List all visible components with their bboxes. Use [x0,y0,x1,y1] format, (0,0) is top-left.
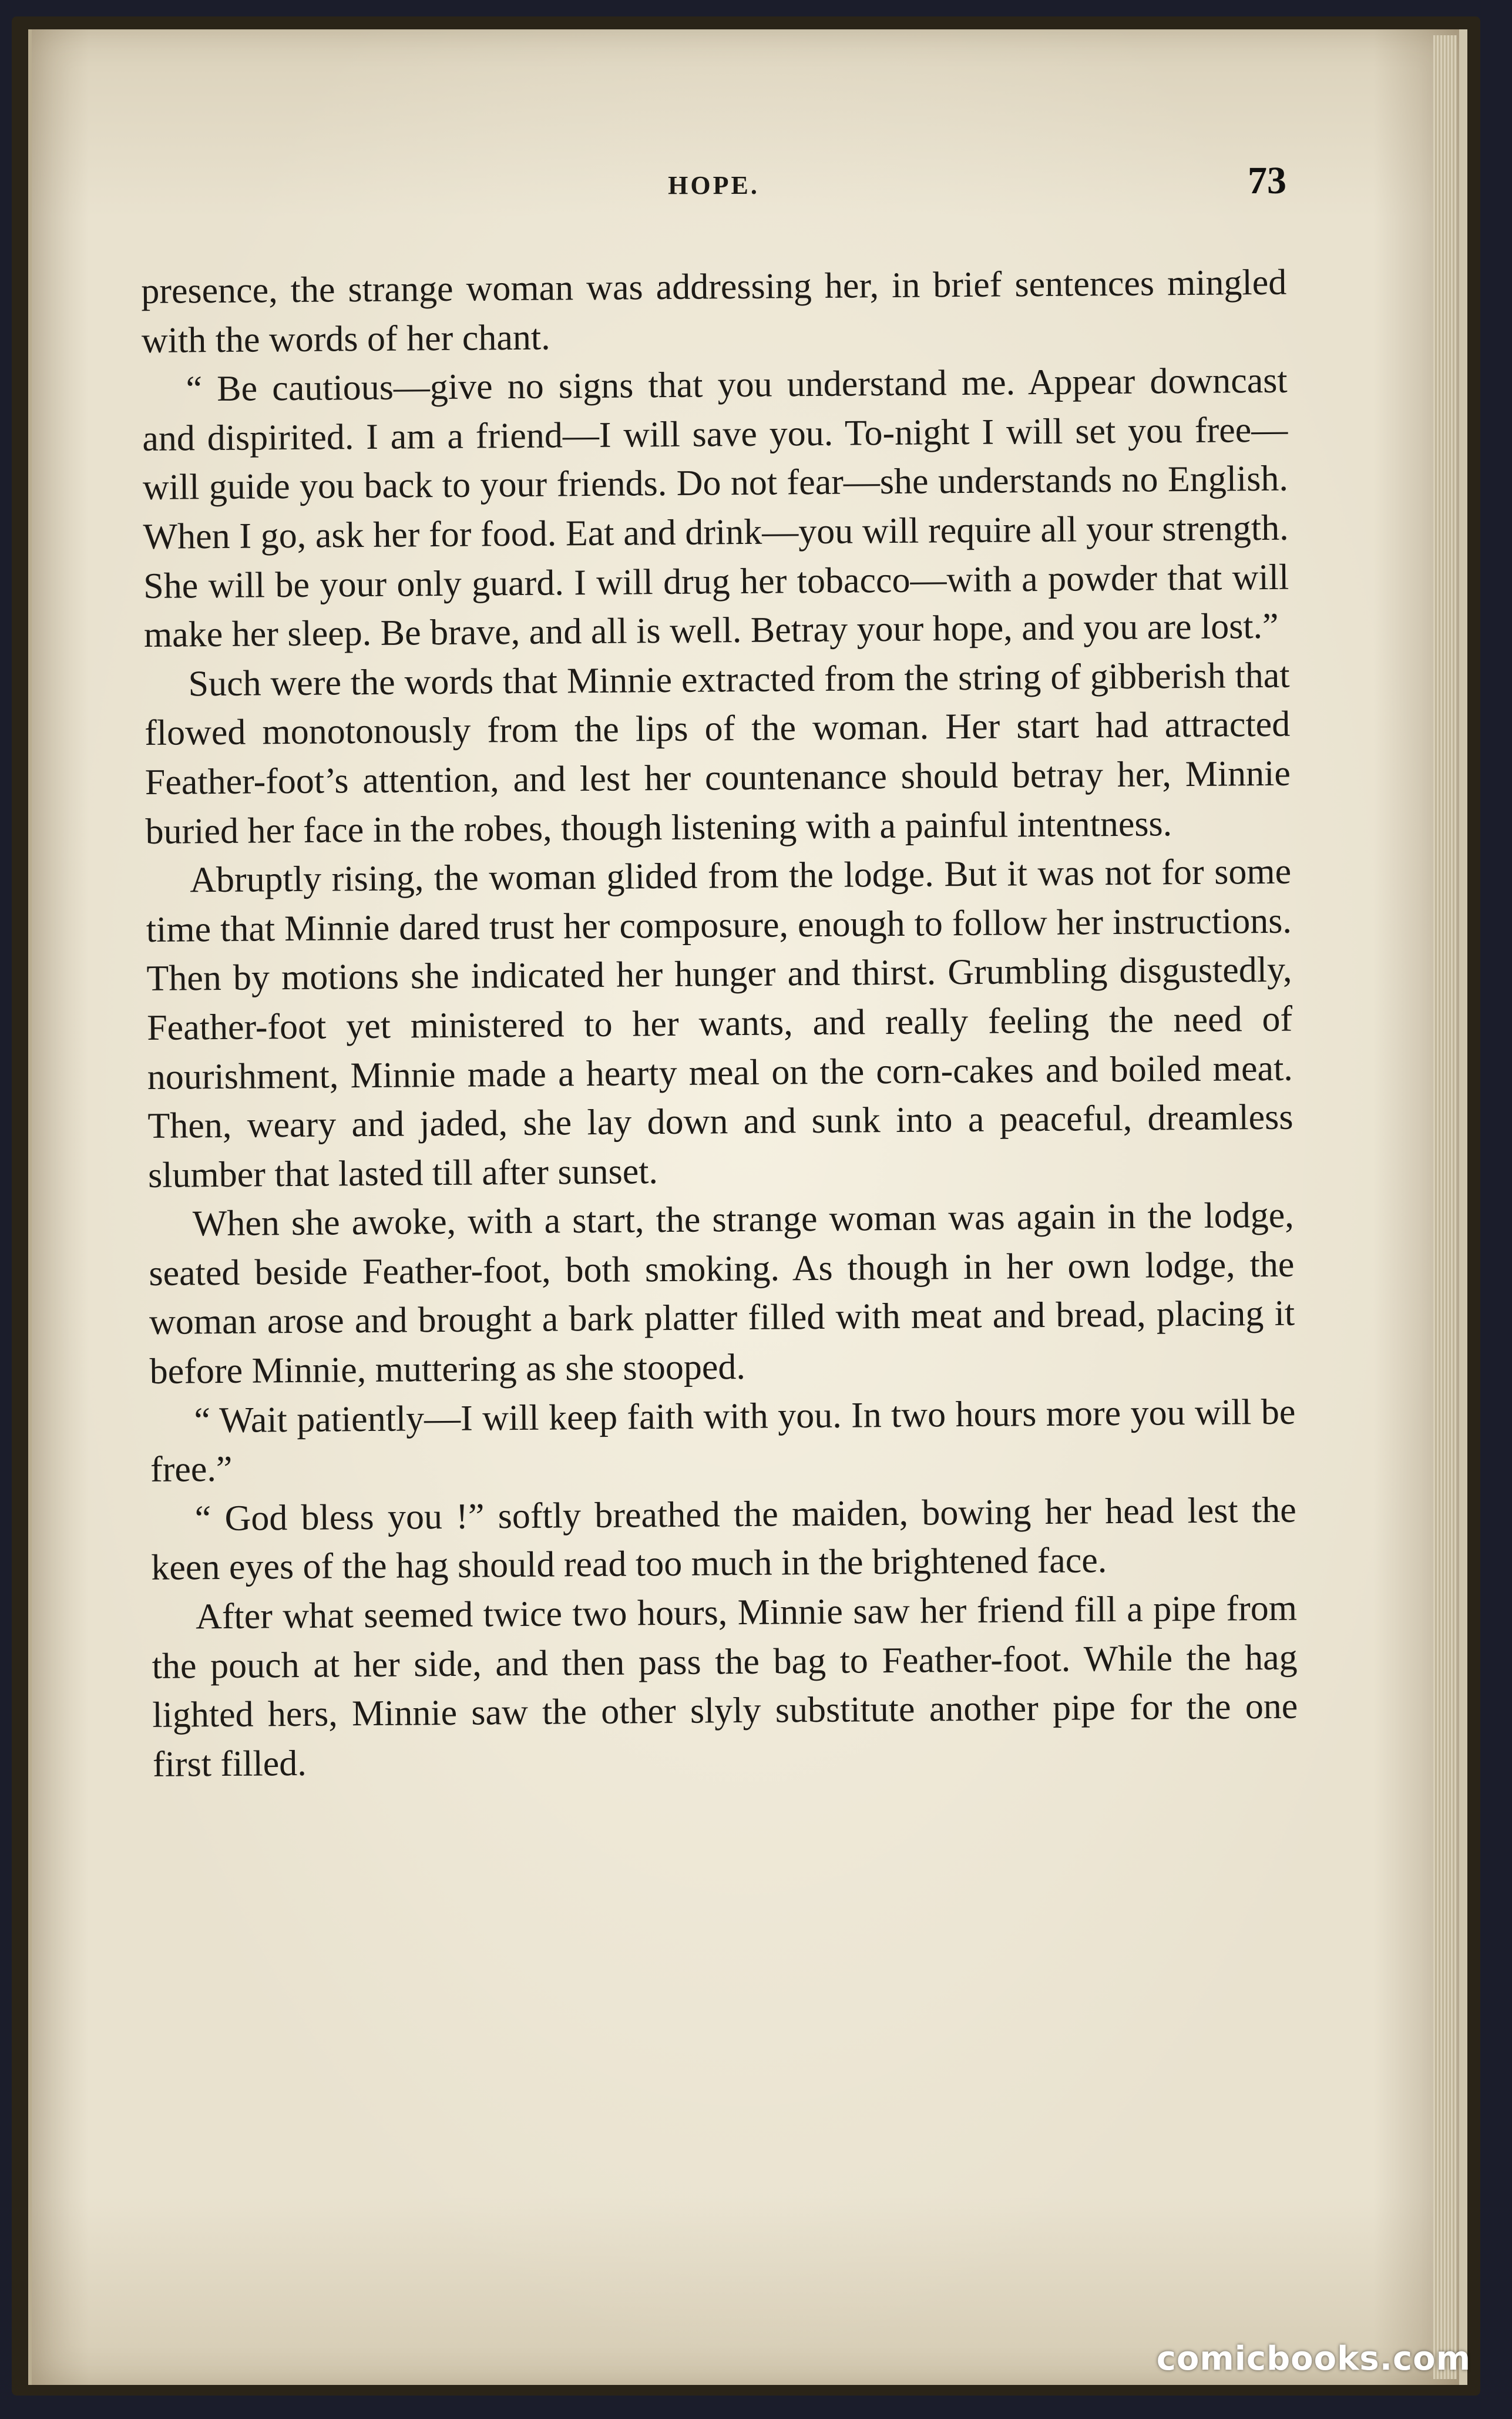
page-edge [1433,35,1457,2379]
watermark: comicbooks.com [1156,2340,1471,2378]
paragraph: When she awoke, with a start, the strange woman was again in the lodge, seated beside Feather-foot, both smoking. As though in her own lodge, the woman arose and brought a bark platter filled with meat and bread, placing it before Minnie, muttering as she stooped. [149,1195,1295,1392]
paragraph: “ God bless you !” softly breathed the maiden, bowing her head lest the keen eyes of the hag should read too much in the brightened face. [151,1490,1296,1588]
paragraph: Such were the words that Minnie extracted from the string of gibberish that flowed monotonously from the lips of the woman. Her start had attracted Feather-foot’s attention, and lest her countenance should betray her, Minnie buried her face in the robes, though listening with a painful intentness. [144,655,1291,852]
paragraph: “ Be cautious—give no signs that you understand me. Appear downcast and dispirited. I am a friend—I will save you. To-night I will set you free—will guide you back to your friends. Do not fear—she understands no English. When I go, ask her for food. Eat and drink—you will require all your strength. She will be your only guard. I will drug her tobacco—with a powder that will make her sleep. Be brave, and all is well. Betray your hope, and you are lost.” [142,360,1289,656]
paragraph: Abruptly rising, the woman glided from the lodge. But it was not for some time that Minnie dared trust her composure, enough to follow her instructions. Then by motions she indicated her hunger and thirst. Grumbling disgustedly, Feather-foot yet ministered to her wants, and really feeling the need of nourishment, Minnie made a hearty meal on the corn-cakes and boiled meat. Then, weary and jaded, she lay down and sunk into a peaceful, dreamless slumber that lasted till after sunset. [146,851,1293,1195]
page-number: 73 [1248,159,1286,202]
running-head [141,159,1286,206]
running-title: HOPE. [668,171,760,200]
body-text [141,258,1298,1790]
paragraph: After what seemed twice two hours, Minnie saw her friend fill a pipe from the pouch at her side, and then pass the bag to Feather-foot. While the hag lighted hers, Minnie saw the other slyly substitute another pipe for the one first filled. [152,1588,1298,1785]
paragraph: “ Wait patiently—I will keep faith with you. In two hours more you will be free.” [150,1392,1296,1490]
paragraph: presence, the strange woman was addressing her, in brief sentences mingled with the words of her chant. [141,262,1287,361]
